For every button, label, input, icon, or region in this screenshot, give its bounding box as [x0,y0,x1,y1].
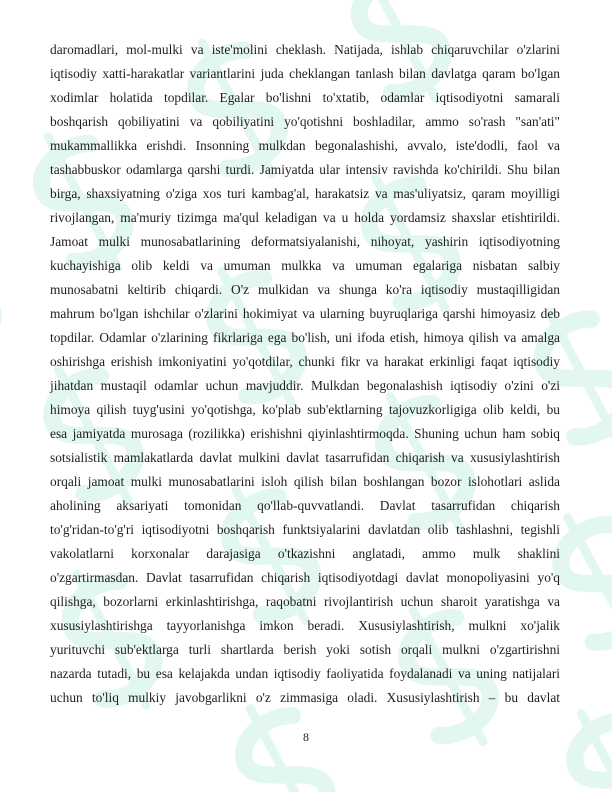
text-line: kuchayishiga olib keldi va umuman mulkka va umuman egalariga nisbatan salbiy [50,258,560,273]
text-line: xodimlar holatida topdilar. Egalar bo'lishni to'xtatib, odamlar iqtisodiyotni samarali [50,90,560,105]
text-line: birga, shaxsiyatning o'ziga xos turi kambag'al, harakatsiz va mas'uliyatsiz, qaram moyilligi [50,186,560,201]
text-line: uchun to'liq mulkiy javobgarlikni o'z zimmasiga oladi. Xususiylashtirish – bu davlat [50,690,560,705]
page-number: 8 [303,730,309,744]
text-line: munosabatni keltirib chiqardi. O'z mulkidan va shunga ko'ra iqtisodiy mustaqilligidan [50,282,560,297]
text-line: Jamoat mulki munosabatlarining deformatsiyalanishi, nihoyat, yashirin iqtisodiyotning [50,234,560,249]
dollar-sign-watermark-icon [0,214,16,378]
text-line: mukammallikka erishdi. Insonning mulkdan begonalashishi, avvalo, iste'dodli, faol va [50,138,560,153]
text-line: topdilar. Odamlar o'zlarining fikrlariga ega bo'lish, uni ifoda etish, himoya qilish va amalga [50,330,560,345]
text-line: tashabbuskor odamlarga qarshi turdi. Jamiyatda ular intensiv ravishda ko'chirildi. Shu bilan [50,162,560,177]
text-line: jihatdan mustaqil odamlar uchun mavjuddir. Mulkdan begonalashish iqtisodiy o'zini o'zi [50,378,560,393]
text-line: oshirishga erishish imkoniyatini yo'qotdilar, chunki fikr va harakat erkinligi faqat iqtisodiy [50,354,560,369]
text-line: o'zgartirmasdan. Davlat tasarrufidan chiqarish iqtisodiyotdagi davlat monopoliyasini yo'q [50,570,560,585]
text-line: esa jamiyatda murosaga (rozilikka) erishishni qiyinlashtirmoqda. Shuning uchun ham sobiq [50,426,560,441]
text-line: mahrum bo'lgan ishchilar o'zlarini hokimiyat va ularning buyruqlariga qarshi himoyasiz deb [50,306,560,321]
text-line: rivojlangan, ma'muriy tizimga ma'qul keladigan va u holda yordamsiz shaxslar etishtirildi. [50,210,560,225]
text-line: sotsialistik mamlakatlarda davlat mulkini davlat tasarrufidan chiqarish va xususiylashtirish [50,450,560,465]
text-line: daromadlari, mol-mulki va iste'molini cheklash. Natijada, ishlab chiqaruvchilar o'zlarini [50,42,560,57]
text-line: iqtisodiy xatti-harakatlar variantlarini juda cheklangan tanlash bilan davlatga qaram bo'lgan [50,66,560,81]
text-line: qilishga, bozorlarni erkinlashtirishga, raqobatni rivojlantirish uchun sharoit yaratishga va [50,594,560,609]
body-text [50,38,560,710]
text-line: yurituvchi sub'ektlarga turli shartlarda berish yoki sotish orqali mulkni o'zgartirishni [50,642,560,657]
text-line: orqali jamoat mulki munosabatlarini isloh qilish bilan boshlangan bozor islohotlari aslida [50,474,560,489]
text-line: to'g'ridan-to'g'ri iqtisodiyotni boshqarish funktsiyalarini davlatdan olib tashlashni, tegishli [50,522,560,537]
text-line: aholining aksariyati tomonidan qo'llab-quvvatlandi. Davlat tasarrufidan chiqarish [50,498,560,513]
text-line: boshqarish qobiliyatini va qobiliyatini yo'qotishni boshladilar, ammo so'rash "san'ati" [50,114,560,129]
text-line: xususiylashtirishga tayyorlanishga imkon beradi. Xususiylashtirish, mulkni xo'jalik [50,618,560,633]
dollar-sign-watermark-icon [550,698,612,792]
text-line: himoya qilish tuyg'usini yo'qotishga, ko'plab sub'ektlarning tajovuzkorligiga olib keldi, bu [50,402,560,417]
text-line: nazarda tutadi, bu esa kelajakda undan iqtisodiy faoliyatida foydalanadi va uning natijalari [50,666,560,681]
text-line: vakolatlarni korxonalar darajasiga o'tkazishni anglatadi, ammo mulk shaklini [50,546,560,561]
